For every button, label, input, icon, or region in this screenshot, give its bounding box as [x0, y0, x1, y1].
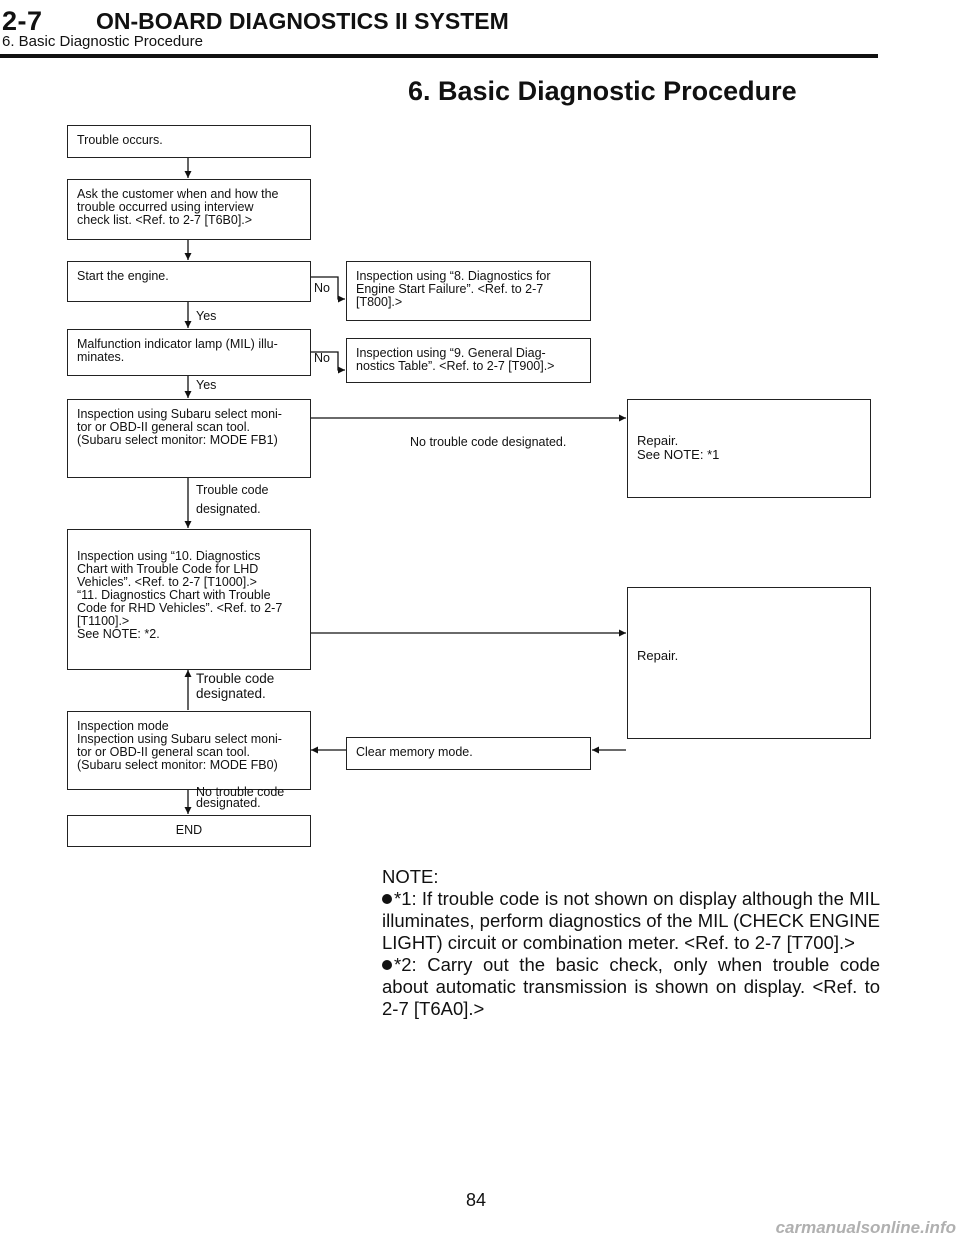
box-mil-illuminates: Malfunction indicator lamp (MIL) illu- minates. — [67, 329, 311, 376]
box-repair-note1: Repair. See NOTE: *1 — [627, 399, 871, 498]
box-general-diagnostics-table: Inspection using “9. General Diag- nostics Table”. <Ref. to 2-7 [T900].> — [346, 338, 591, 383]
label-trouble-code-1: Trouble code designated. — [196, 483, 269, 516]
box-trouble-occurs: Trouble occurs. — [67, 125, 311, 158]
box-diagnostics-chart: Inspection using “10. Diagnostics Chart with Trouble Code for LHD Vehicles”. <Ref. to 2-7 [T1000].> “11. Diagnostics Chart with Trouble Code for RHD Vehicles”. <Ref. to 2-7 [T1100].> See NOTE: *2. — [67, 529, 311, 670]
box-repair: Repair. — [627, 587, 871, 739]
bullet-icon — [382, 960, 392, 970]
section-number: 2-7 — [2, 6, 43, 36]
label-trouble-code-2: Trouble code designated. — [196, 671, 275, 701]
box-ask-customer: Ask the customer when and how the trouble occurred using interview check list. <Ref. to 2-7 [T6B0].> — [67, 179, 311, 240]
label-no-trouble-code: No trouble code designated. — [410, 435, 567, 449]
note-item-2: *2: Carry out the basic check, only when trouble code about automatic transmission is shown on display. <Ref. to 2-7 [T6A0].> — [382, 954, 880, 1019]
note-heading: NOTE: — [382, 866, 439, 887]
page-title: 6. Basic Diagnostic Procedure — [408, 76, 797, 106]
label-no-start: No — [314, 281, 330, 295]
label-yes-mil: Yes — [196, 378, 217, 392]
label-no-mil: No — [314, 351, 330, 365]
subsection-title: 6. Basic Diagnostic Procedure — [2, 33, 203, 50]
box-clear-memory-mode: Clear memory mode. — [346, 737, 591, 770]
note-section — [382, 866, 880, 1020]
box-end: END — [67, 815, 311, 847]
bullet-icon — [382, 894, 392, 904]
watermark: carmanualsonline.info — [775, 1218, 956, 1237]
page-number: 84 — [466, 1190, 487, 1210]
label-no-trouble-code-2: No trouble code designated. — [196, 785, 285, 810]
box-select-monitor-fb1: Inspection using Subaru select moni- tor or OBD-II general scan tool. (Subaru select monitor: MODE FB1) — [67, 399, 311, 478]
note-item-1: *1: If trouble code is not shown on display although the MIL illuminates, perform diagnostics of the MIL (CHECK ENGINE LIGHT) circuit or combination meter. <Ref. to 2-7 [T700].> — [382, 888, 880, 953]
box-start-engine: Start the engine. — [67, 261, 311, 302]
label-yes-start: Yes — [196, 309, 217, 323]
box-inspection-mode-fb0: Inspection mode Inspection using Subaru select moni- tor or OBD-II general scan tool. (Subaru select monitor: MODE FB0) — [67, 711, 311, 790]
box-engine-start-failure: Inspection using “8. Diagnostics for Engine Start Failure”. <Ref. to 2-7 [T800].> — [346, 261, 591, 321]
section-title: ON-BOARD DIAGNOSTICS II SYSTEM — [96, 8, 509, 34]
